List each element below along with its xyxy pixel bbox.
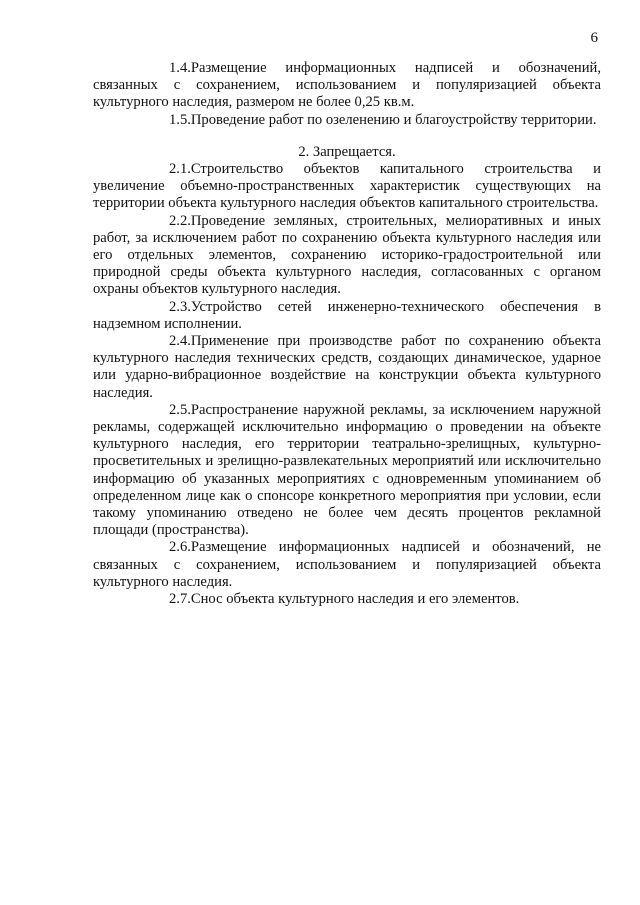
- clause-text: Проведение земляных, строительных, мелиоративных и иных работ, за исключением работ по сохранению объекта культурного наследия или его отдельных элементов, сохранению историко-градостроительной или природной среды объекта культурного наследия, согласованных с органом охраны объектов культурного наследия.: [93, 212, 601, 298]
- section-heading: 2. Запрещается.: [298, 143, 396, 160]
- clause-number: 2.6.: [169, 539, 191, 556]
- clause-1-5: [93, 112, 601, 129]
- clause-number: 2.7.: [169, 591, 191, 608]
- clause-number: 2.2.: [169, 212, 191, 229]
- clause-1-4: [93, 60, 601, 112]
- clause-2-4: [93, 333, 601, 402]
- clause-number: 1.5.: [169, 111, 191, 128]
- clause-text: Устройство сетей инженерно-технического обеспечения в надземном исполнении.: [93, 298, 601, 332]
- clause-text: Применение при производстве работ по сохранению объекта культурного наследия технических средств, создающих динамическое, ударное или ударно-вибрационное воздействие на конструкции объекта культурного наследия.: [93, 333, 601, 401]
- clause-2-6: [93, 539, 601, 591]
- clause-number: 2.3.: [169, 298, 191, 315]
- clause-number: 2.1.: [169, 161, 191, 178]
- clause-text: Размещение информационных надписей и обозначений, связанных с сохранением, использованием и популяризацией объекта культурного наследия, размером не более 0,25 кв.м.: [93, 60, 601, 111]
- clause-text: Распространение наружной рекламы, за исключением наружной рекламы, содержащей исключительно информацию о проведении на объекте культурного наследия, его территории театрально-зрелищных, культурно-просветительных и зрелищно-развлекательных мероприятий или исключительно информацию об указанных мероприятиях с одновременным упоминанием об определенном лице как о спонсоре конкретного мероприятия при условии, если такому упоминанию отведено не более чем десять процентов рекламной площади (пространства).: [93, 401, 601, 539]
- document-body: [93, 60, 601, 608]
- clause-text: Проведение работ по озеленению и благоустройству территории.: [190, 111, 597, 128]
- clause-2-2: [93, 213, 601, 299]
- clause-text: Размещение информационных надписей и обозначений, не связанных с сохранением, использованием и популяризацией объекта культурного наследия.: [93, 539, 601, 590]
- clause-text: Снос объекта культурного наследия и его элементов.: [190, 591, 520, 608]
- clause-2-7: [93, 591, 601, 608]
- clause-2-3: [93, 299, 601, 333]
- clause-number: 2.4.: [169, 333, 191, 350]
- clause-2-1: [93, 161, 601, 213]
- clause-text: Строительство объектов капитального строительства и увеличение объемно-пространственных характеристик существующих на территории объекта культурного наследия объектов капитального строительства.: [93, 161, 601, 212]
- clause-number: 1.4.: [169, 60, 191, 76]
- page-number: 6: [590, 30, 598, 46]
- clause-number: 2.5.: [169, 401, 191, 418]
- clause-2-5: [93, 402, 601, 540]
